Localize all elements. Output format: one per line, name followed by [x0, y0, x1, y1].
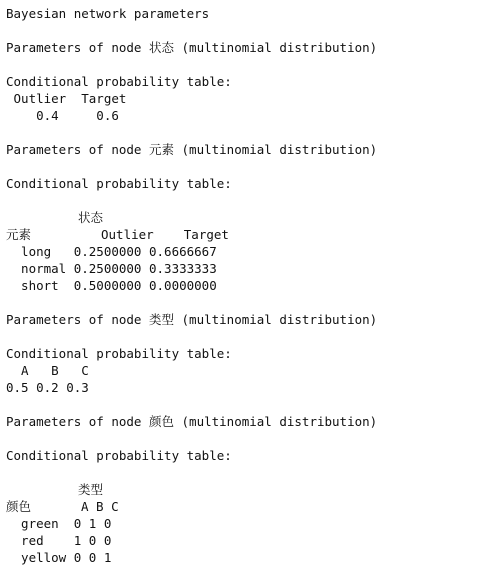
node4-row-red: red 1 0 0	[6, 533, 112, 548]
node4-header: Parameters of node 颜色 (multinomial distribution)	[6, 414, 378, 429]
node1-cpt-label: Conditional probability table:	[6, 74, 232, 89]
node2-row-normal: normal 0.2500000 0.3333333	[6, 261, 217, 276]
node1-values: 0.4 0.6	[6, 108, 119, 123]
node3-values: 0.5 0.2 0.3	[6, 380, 89, 395]
node4-row-yellow: yellow 0 0 1	[6, 550, 112, 565]
node2-column-headers: Outlier Target	[101, 227, 229, 242]
node4-cpt-label: Conditional probability table:	[6, 448, 232, 463]
node4-row-variable: 颜色	[6, 499, 32, 514]
node4-row-green: green 0 1 0	[6, 516, 112, 531]
node3-column-headers: A B C	[6, 363, 89, 378]
r-console-output	[6, 5, 498, 564]
node2-header: Parameters of node 元素 (multinomial distribution)	[6, 142, 378, 157]
node3-cpt-label: Conditional probability table:	[6, 346, 232, 361]
node3-header: Parameters of node 类型 (multinomial distribution)	[6, 312, 378, 327]
node2-row-short: short 0.5000000 0.0000000	[6, 278, 217, 293]
node2-column-variable: 状态	[78, 210, 104, 225]
node2-row-long: long 0.2500000 0.6666667	[6, 244, 217, 259]
node4-column-variable: 类型	[78, 482, 104, 497]
node2-row-variable: 元素	[6, 227, 32, 242]
node1-header: Parameters of node 状态 (multinomial distribution)	[6, 40, 378, 55]
node2-cpt-label: Conditional probability table:	[6, 176, 232, 191]
output-title: Bayesian network parameters	[6, 6, 210, 21]
node4-column-headers: A B C	[81, 499, 119, 514]
node1-column-headers: Outlier Target	[6, 91, 127, 106]
